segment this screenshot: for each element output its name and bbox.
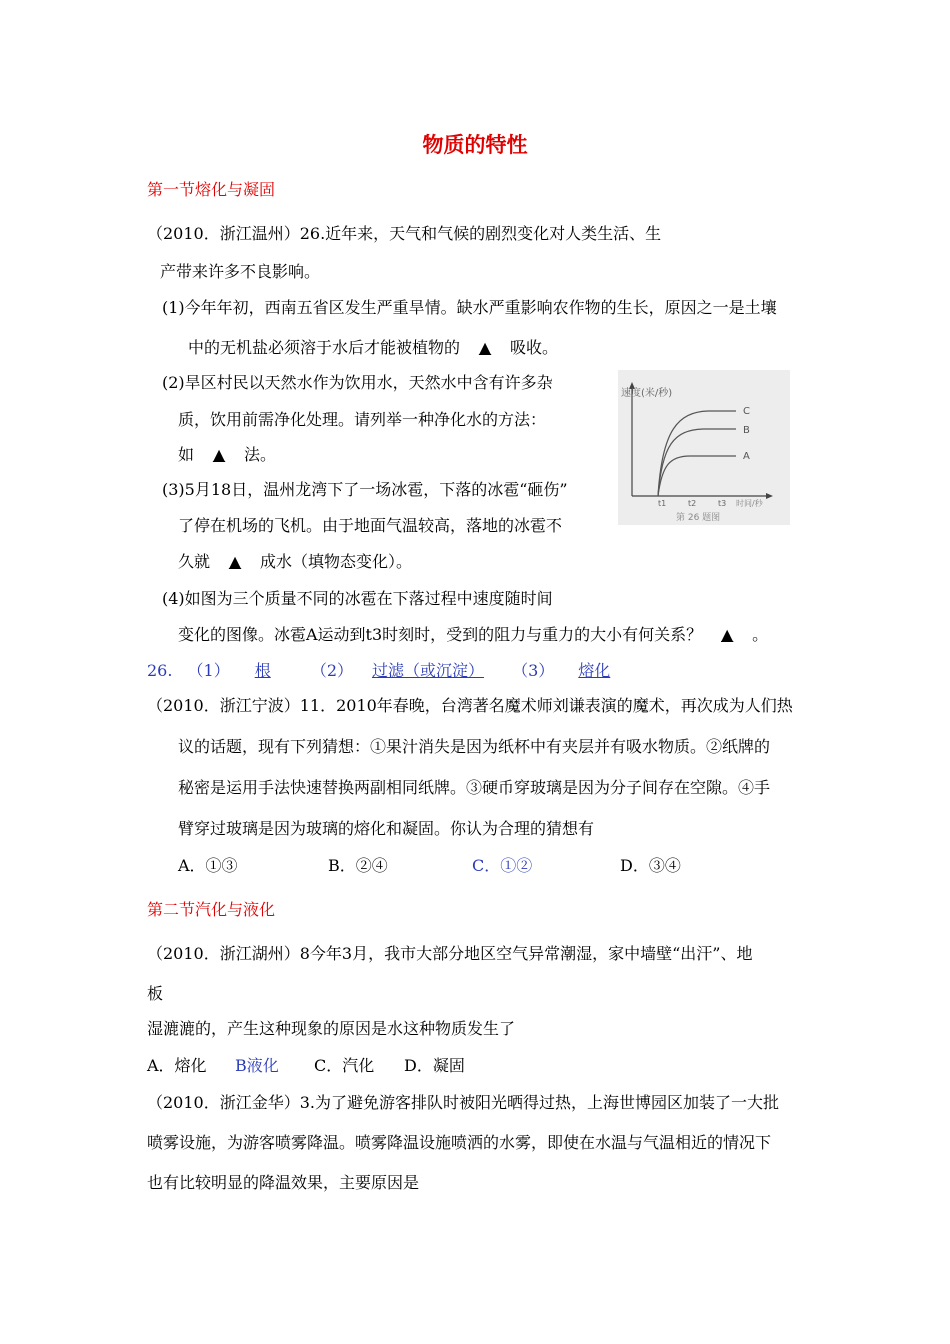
q8-line-3: 湿漉漉的，产生这种现象的原因是水这种物质发生了	[147, 1019, 516, 1038]
q11-line-2: 议的话题，现有下列猜想：①果汁消失是因为纸杯中有夹层并有吸水物质。②纸牌的	[178, 737, 771, 756]
q8-option-c: C．汽化	[314, 1056, 375, 1075]
q26-part3-line-3: 久就 ▲ 成水（填物态变化）。	[178, 552, 413, 571]
curve-label-c: C	[743, 406, 750, 417]
x-axis-arrow-icon	[766, 493, 773, 499]
q8-option-b: B液化	[235, 1056, 279, 1075]
curve-a	[658, 456, 736, 496]
answer-number: 26.	[147, 661, 173, 680]
q26-part1-line-1: (1)今年年初，西南五省区发生严重旱情。缺水严重影响农作物的生长，原因之一是土壤	[162, 298, 777, 317]
tick-t3: t3	[718, 499, 727, 508]
q11-option-a: A．①③	[178, 856, 238, 875]
curve-c	[658, 411, 736, 496]
answer-1: 根	[254, 661, 271, 680]
answer-blank: ▲	[721, 625, 734, 644]
q26-intro-line-2: 产带来许多不良影响。	[160, 262, 321, 281]
answer-blank: ▲	[478, 338, 492, 357]
q3-line-3: 也有比较明显的降温效果，主要原因是	[147, 1173, 420, 1192]
velocity-time-graph	[618, 370, 790, 525]
q26-part1-line-2: 中的无机盐必须溶于水后才能被植物的 ▲ 吸收。	[188, 338, 559, 357]
q26-answer-line: 26. （1） 根 （2） 过滤（或沉淀） （3） 熔化	[147, 661, 634, 680]
q26-part4-line-1: (4)如图为三个质量不同的冰雹在下落过程中速度随时间	[162, 589, 553, 608]
q11-option-c: C．①②	[472, 856, 533, 875]
q8-option-d: D．凝固	[404, 1056, 465, 1075]
q11-line-1: （2010．浙江宁波）11．2010年春晚，台湾著名魔术师刘谦表演的魔术，再次成为人们热	[147, 696, 793, 715]
q26-intro-line-1: （2010．浙江温州）26.近年来，天气和气候的剧烈变化对人类生活、生	[147, 224, 662, 243]
page-title: 物质的特性	[422, 132, 528, 157]
q11-option-b: B．②④	[328, 856, 388, 875]
q8-option-a: A．熔化	[147, 1056, 207, 1075]
q11-line-3: 秘密是运用手法快速替换两副相同纸牌。③硬币穿玻璃是因为分子间存在空隙。④手	[178, 778, 771, 797]
answer-blank: ▲	[228, 552, 242, 571]
curve-label-a: A	[743, 451, 750, 462]
curve-label-b: B	[743, 425, 750, 436]
q3-line-1: （2010．浙江金华）3.为了避免游客排队时被阳光晒得过热，上海世博园区加装了一大批	[147, 1093, 779, 1112]
tick-t1: t1	[658, 499, 667, 508]
q26-part2-line-3: 如 ▲ 法。	[178, 445, 277, 464]
q3-line-2: 喷雾设施，为游客喷雾降温。喷雾降温设施喷洒的水雾，即使在水温与气温相近的情况下	[147, 1133, 772, 1152]
q26-part2-line-2: 质，饮用前需净化处理。请列举一种净化水的方法：	[178, 410, 547, 429]
answer-3: 熔化	[578, 661, 611, 680]
section-heading-1: 第一节熔化与凝固	[147, 180, 276, 199]
x-axis-label: 时间/秒	[736, 499, 763, 508]
q11-line-4: 臂穿过玻璃是因为玻璃的熔化和凝固。你认为合理的猜想有	[178, 819, 595, 838]
q26-part3-line-1: (3)5月18日，温州龙湾下了一场冰雹，下落的冰雹“砸伤”	[162, 480, 568, 499]
figure-caption: 第 26 题图	[676, 513, 721, 523]
answer-blank: ▲	[212, 445, 226, 464]
velocity-time-figure	[618, 370, 790, 525]
section-heading-2: 第二节汽化与液化	[147, 900, 276, 919]
q8-line-2: 板	[147, 984, 164, 1003]
q8-line-1: （2010．浙江湖州）8今年3月，我市大部分地区空气异常潮湿，家中墙壁“出汗”、地	[147, 944, 753, 963]
y-axis-label: 速度(米/秒)	[621, 388, 673, 399]
answer-2: 过滤（或沉淀）	[372, 661, 485, 680]
q26-part2-line-1: (2)旱区村民以天然水作为饮用水，天然水中含有许多杂	[162, 373, 553, 392]
q11-option-d: D．③④	[620, 856, 681, 875]
q26-part4-line-2: 变化的图像。冰雹A运动到t3时刻时，受到的阻力与重力的大小有何关系？ ▲ 。	[178, 625, 769, 644]
tick-t2: t2	[688, 499, 697, 508]
q26-part3-line-2: 了停在机场的飞机。由于地面气温较高，落地的冰雹不	[178, 516, 563, 535]
